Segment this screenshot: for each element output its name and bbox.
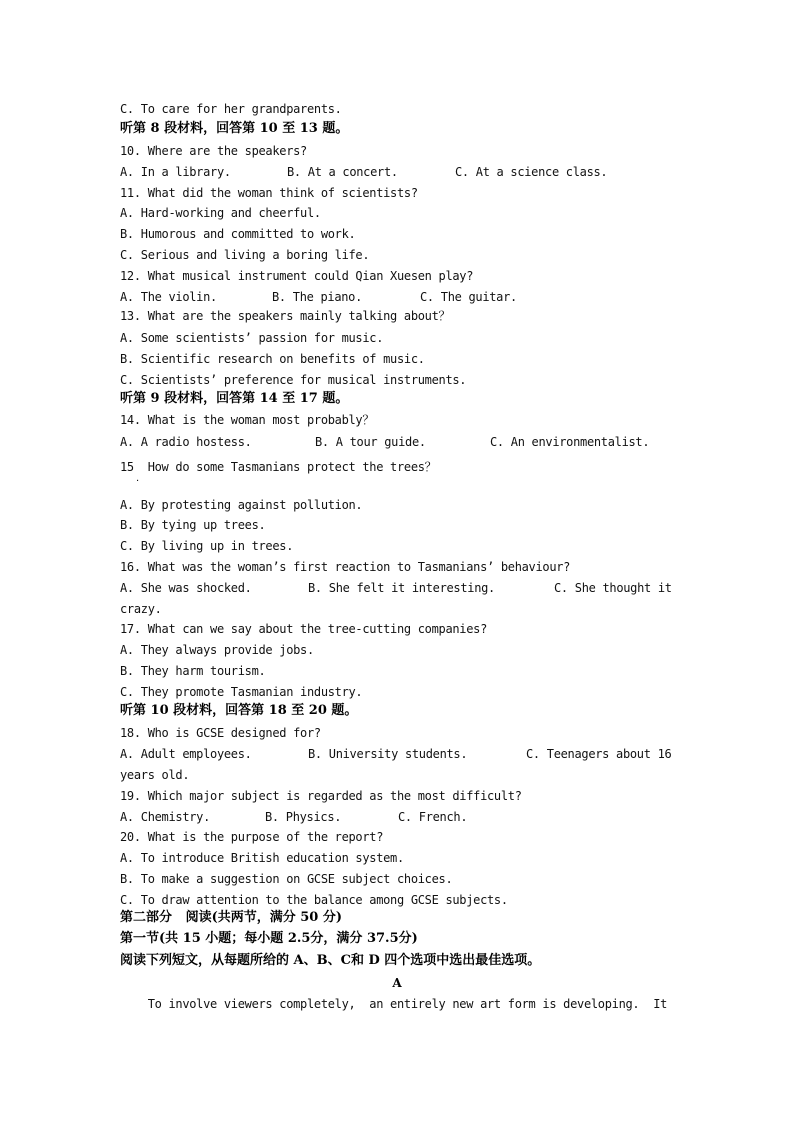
- option-a: A. Hard-working and cheerful.: [120, 206, 321, 220]
- question-14: 14. What is the woman most probably？: [120, 413, 375, 427]
- option-b: B. Humorous and committed to work.: [120, 227, 356, 241]
- option-c: C. At a science class.: [455, 165, 608, 179]
- section-heading: 听第 10 段材料，回答第 18 至 20 题。: [120, 703, 358, 718]
- question-10: 10. Where are the speakers?: [120, 144, 307, 158]
- subsection-heading: 第一节(共 15 小题；每小题 2.5分，满分 37.5分): [120, 931, 418, 946]
- option-b: B. At a concert.: [287, 165, 398, 179]
- option-c: C. She thought it: [554, 581, 672, 595]
- option-b: B. They harm tourism.: [120, 664, 266, 678]
- option-c: C. The guitar.: [420, 290, 517, 304]
- option-c: C. French.: [398, 810, 468, 824]
- question-19: 19. Which major subject is regarded as the most difficult?: [120, 789, 522, 803]
- option-a: A. She was shocked.: [120, 581, 252, 595]
- stray-mark: ·: [136, 476, 140, 487]
- question-15: 15 How do some Tasmanians protect the trees？: [120, 460, 437, 474]
- question-17: 17. What can we say about the tree-cutting companies?: [120, 622, 488, 636]
- option-b: B. She felt it interesting.: [308, 581, 495, 595]
- option-c-continued: years old.: [120, 768, 190, 782]
- question-18: 18. Who is GCSE designed for?: [120, 726, 321, 740]
- option-a: A. In a library.: [120, 165, 231, 179]
- passage-text: To involve viewers completely, an entirely new art form is developing. It: [120, 997, 668, 1011]
- option-b: B. Scientific research on benefits of music.: [120, 352, 425, 366]
- question-16: 16. What was the woman’s first reaction to Tasmanians’ behaviour?: [120, 560, 571, 574]
- option-b: B. The piano.: [272, 290, 363, 304]
- option-b: B. Physics.: [265, 810, 342, 824]
- option-c: C. Teenagers about 16: [526, 747, 672, 761]
- option-b: B. University students.: [308, 747, 468, 761]
- option-c: C. To draw attention to the balance among GCSE subjects.: [120, 893, 508, 907]
- question-12: 12. What musical instrument could Qian Xuesen play?: [120, 269, 474, 283]
- option-a: A. Adult employees.: [120, 747, 252, 761]
- option-text: C. To care for her grandparents.: [120, 102, 342, 116]
- option-b: B. By tying up trees.: [120, 518, 266, 532]
- option-a: A. The violin.: [120, 290, 217, 304]
- option-b: B. To make a suggestion on GCSE subject choices.: [120, 872, 453, 886]
- question-11: 11. What did the woman think of scientists?: [120, 186, 418, 200]
- option-c: C. By living up in trees.: [120, 539, 294, 553]
- instructions: 阅读下列短文，从每题所给的 A、B、C和 D 四个选项中选出最佳选项。: [120, 953, 541, 968]
- option-c-continued: crazy.: [120, 602, 162, 616]
- section-heading: 听第 8 段材料，回答第 10 至 13 题。: [120, 121, 349, 136]
- option-a: A. Chemistry.: [120, 810, 211, 824]
- passage-label: A: [392, 976, 402, 990]
- option-a: A. A radio hostess.: [120, 435, 252, 449]
- option-a: A. To introduce British education system.: [120, 851, 404, 865]
- question-20: 20. What is the purpose of the report?: [120, 830, 384, 844]
- question-13: 13. What are the speakers mainly talking about？: [120, 309, 451, 323]
- option-c: C. An environmentalist.: [490, 435, 650, 449]
- option-c: C. Scientists’ preference for musical instruments.: [120, 373, 467, 387]
- option-c: C. Serious and living a boring life.: [120, 248, 370, 262]
- part-heading: 第二部分 阅读(共两节，满分 50 分): [120, 910, 343, 925]
- option-a: A. They always provide jobs.: [120, 643, 314, 657]
- section-heading: 听第 9 段材料，回答第 14 至 17 题。: [120, 391, 349, 406]
- option-b: B. A tour guide.: [315, 435, 426, 449]
- option-c: C. They promote Tasmanian industry.: [120, 685, 363, 699]
- option-a: A. Some scientists’ passion for music.: [120, 331, 384, 345]
- option-a: A. By protesting against pollution.: [120, 498, 363, 512]
